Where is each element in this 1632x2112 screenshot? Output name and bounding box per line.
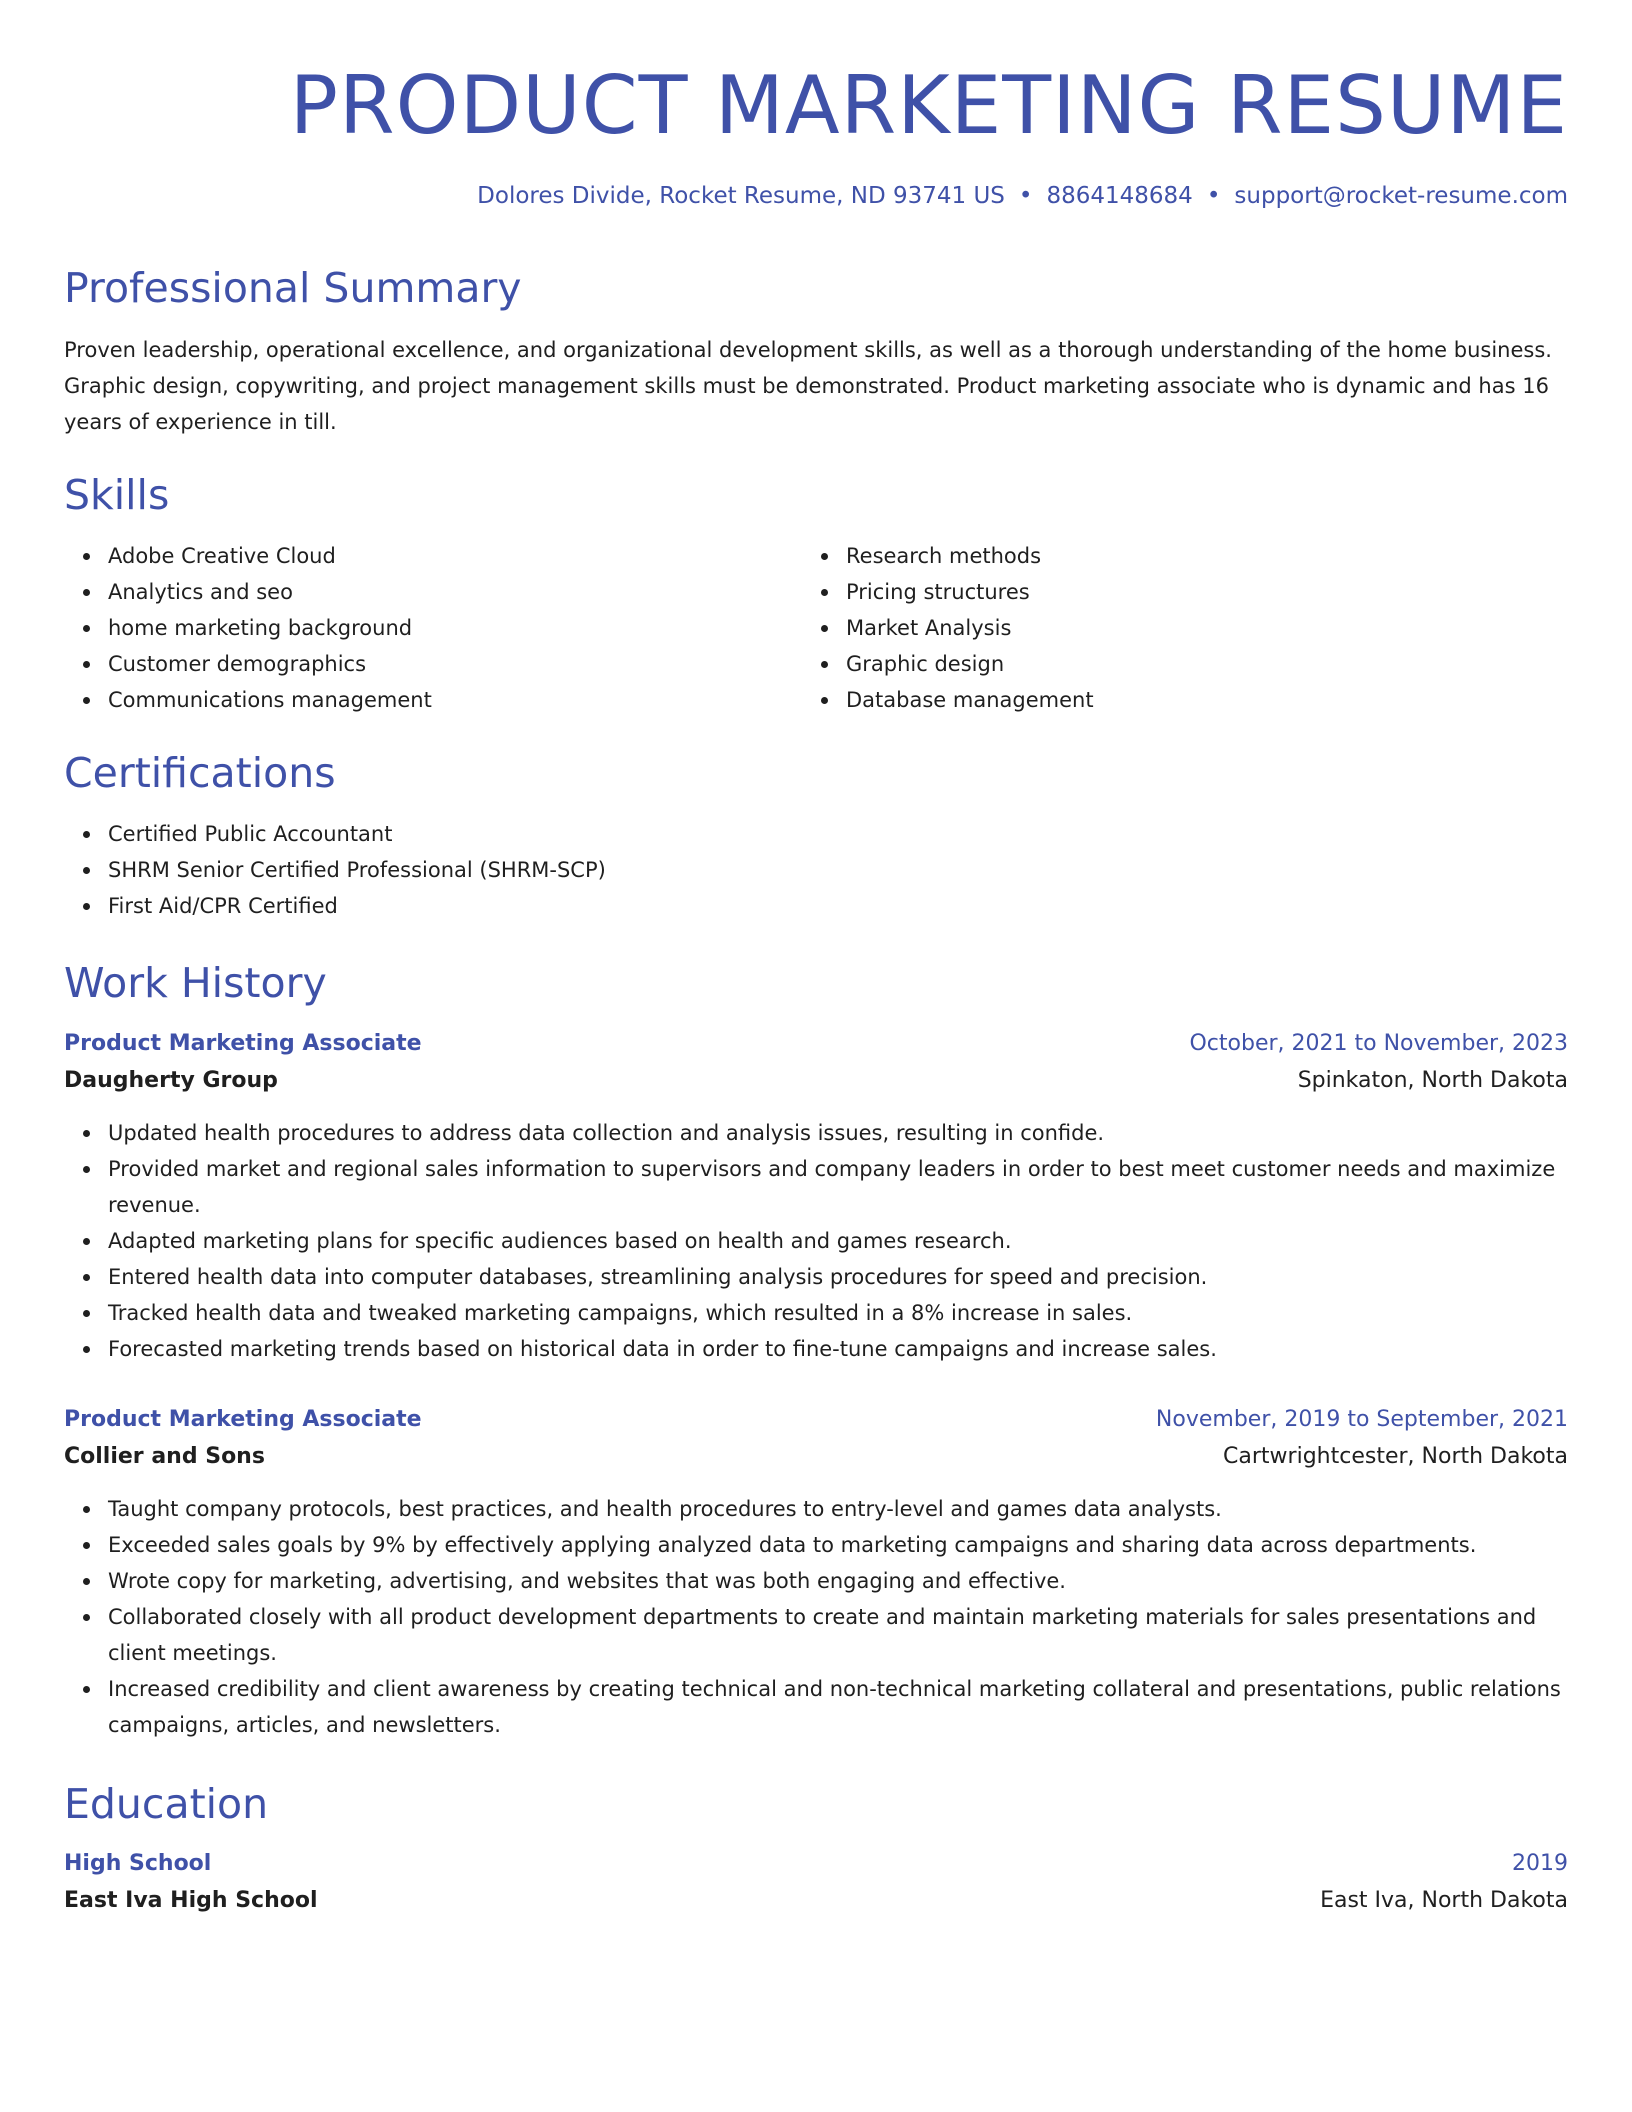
- skills-columns: [64, 538, 1568, 718]
- job-bullet: Tracked health data and tweaked marketing campaigns, which resulted in a 8% increase in sales.: [108, 1295, 1568, 1331]
- contact-line: [477, 180, 1568, 212]
- certifications-bullets: [64, 816, 1568, 924]
- resume-title: PRODUCT MARKETING RESUME: [289, 59, 1568, 152]
- education-school: East Iva High School: [64, 1888, 318, 1913]
- certifications-list: [64, 816, 1568, 924]
- job-dates: October, 2021 to November, 2023: [1189, 1031, 1568, 1056]
- contact-address: Dolores Divide, Rocket Resume, ND 93741 US: [477, 183, 1005, 209]
- skill-item: Market Analysis: [846, 610, 1540, 646]
- work-history-heading: Work History: [64, 959, 327, 1007]
- job-bullet: Entered health data into computer databases, streamlining analysis procedures for speed and precision.: [108, 1259, 1568, 1295]
- job-bullet: Adapted marketing plans for specific audiences based on health and games research.: [108, 1223, 1568, 1259]
- certification-item: Certified Public Accountant: [108, 816, 1568, 852]
- certification-item: First Aid/CPR Certified: [108, 888, 1568, 924]
- skills-list-right: [802, 538, 1540, 718]
- contact-phone: 8864148684: [1046, 183, 1193, 209]
- education-degree: High School: [64, 1851, 212, 1876]
- job-bullet: Taught company protocols, best practices, and health procedures to entry-level and games data analysts.: [108, 1491, 1568, 1527]
- job-bullet: Updated health procedures to address data collection and analysis issues, resulting in confide.: [108, 1115, 1568, 1151]
- skill-item: Database management: [846, 682, 1540, 718]
- job-role: Product Marketing Associate: [64, 1407, 422, 1432]
- job-bullet: Exceeded sales goals by 9% by effectively applying analyzed data to marketing campaigns and sharing data across departments.: [108, 1527, 1568, 1563]
- job-bullet: Forecasted marketing trends based on historical data in order to fine-tune campaigns and increase sales.: [108, 1331, 1568, 1367]
- skill-item: Analytics and seo: [108, 574, 802, 610]
- skill-item: Customer demographics: [108, 646, 802, 682]
- job-header-row: [64, 1402, 1568, 1438]
- skill-item: Graphic design: [846, 646, 1540, 682]
- skills-heading: Skills: [64, 471, 170, 519]
- education-location: East Iva, North Dakota: [1320, 1888, 1568, 1913]
- job-location: Spinkaton, North Dakota: [1297, 1068, 1568, 1093]
- certifications-heading: Certifications: [64, 749, 336, 797]
- skills-list-left: [64, 538, 802, 718]
- job-bullet: Increased credibility and client awareness by creating technical and non-technical marketing collateral and presentations, public relations campaigns, articles, and newsletters.: [108, 1671, 1568, 1743]
- summary-heading: Professional Summary: [64, 264, 522, 312]
- education-year: 2019: [1512, 1851, 1568, 1876]
- job-bullet: Provided market and regional sales information to supervisors and company leaders in order to best meet customer needs and maximize revenue.: [108, 1151, 1568, 1223]
- job-role: Product Marketing Associate: [64, 1031, 422, 1056]
- job-entry: [64, 1026, 1568, 1367]
- skill-item: Research methods: [846, 538, 1540, 574]
- job-location: Cartwrightcester, North Dakota: [1223, 1444, 1568, 1469]
- education-heading: Education: [64, 1780, 269, 1828]
- education-header-row: [64, 1846, 1568, 1882]
- education-entry: [64, 1846, 1568, 1920]
- contact-separator: •: [1018, 183, 1033, 209]
- job-company: Daugherty Group: [64, 1068, 278, 1093]
- job-entry: [64, 1402, 1568, 1743]
- skills-column-left: [64, 538, 802, 718]
- certification-item: SHRM Senior Certified Professional (SHRM-SCP): [108, 852, 1568, 888]
- skill-item: Adobe Creative Cloud: [108, 538, 802, 574]
- skills-column-right: [802, 538, 1540, 718]
- job-company-row: [64, 1438, 1568, 1476]
- job-dates: November, 2019 to September, 2021: [1155, 1407, 1568, 1432]
- skill-item: Communications management: [108, 682, 802, 718]
- job-header-row: [64, 1026, 1568, 1062]
- job-bullet: Wrote copy for marketing, advertising, and websites that was both engaging and effective.: [108, 1563, 1568, 1599]
- job-bullets: [64, 1115, 1568, 1367]
- summary-text: Proven leadership, operational excellence, and organizational development skills, as well as a thorough understanding of the home business. Graphic design, copywriting, and project management skills must be demonstrated. Product marketing associate who is dynamic and has 16 years of experience in till.: [64, 338, 1552, 434]
- contact-email: support@rocket-resume.com: [1234, 183, 1568, 209]
- job-bullets: [64, 1491, 1568, 1743]
- skill-item: home marketing background: [108, 610, 802, 646]
- job-company-row: [64, 1062, 1568, 1100]
- job-company: Collier and Sons: [64, 1444, 265, 1469]
- skill-item: Pricing structures: [846, 574, 1540, 610]
- contact-separator: •: [1206, 183, 1221, 209]
- job-bullet: Collaborated closely with all product development departments to create and maintain marketing materials for sales presentations and client meetings.: [108, 1599, 1568, 1671]
- education-school-row: [64, 1882, 1568, 1920]
